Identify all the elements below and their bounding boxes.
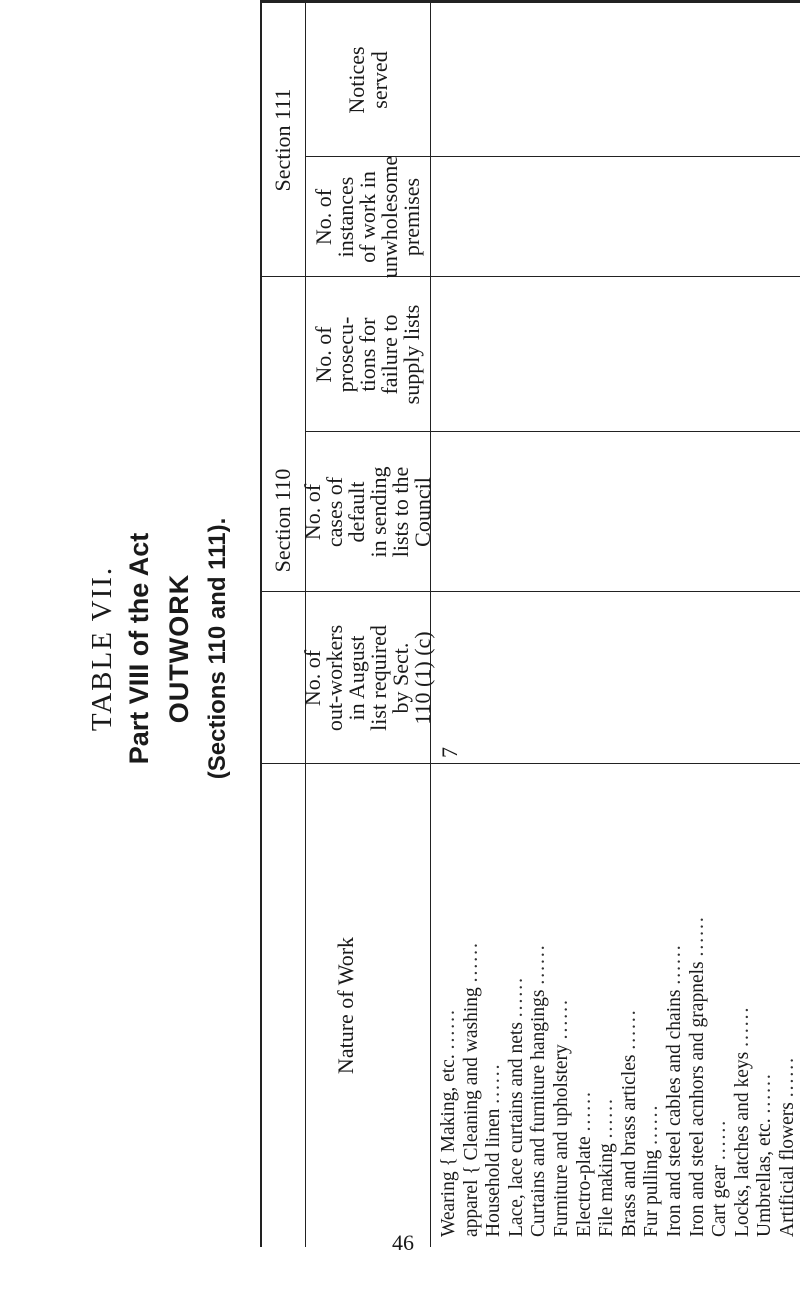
header-outworkers-line: list required bbox=[365, 625, 391, 731]
table-row bbox=[461, 767, 484, 1237]
table-row bbox=[438, 767, 461, 1237]
header-prosecutions-line: supply lists bbox=[398, 304, 424, 405]
header-defaults-line: Council bbox=[409, 477, 435, 547]
row-label: Umbrellas, etc. bbox=[754, 1118, 776, 1237]
table-row bbox=[687, 767, 710, 1237]
header-unwholesome-line: premises bbox=[398, 177, 424, 257]
header-notices-line: served bbox=[366, 51, 392, 109]
row-label: Iron and steel cables and chains bbox=[663, 989, 685, 1237]
leader-dots: ...... bbox=[596, 1097, 618, 1139]
row-label: Electro-plate bbox=[573, 1136, 595, 1237]
table-row bbox=[596, 767, 619, 1237]
outwork-table bbox=[260, 0, 800, 1297]
leader-dots: ...... bbox=[641, 1103, 663, 1145]
header-prosecutions-line: No. of bbox=[310, 326, 336, 383]
header-notices-line: Notices bbox=[343, 46, 369, 114]
header-outworkers-line: in August bbox=[343, 635, 369, 721]
header-outworkers-line: 110 (1) (c) bbox=[409, 631, 435, 725]
row-labels bbox=[438, 767, 800, 1237]
row-label: Furniture and upholstery bbox=[550, 1044, 572, 1237]
table-row bbox=[483, 767, 506, 1237]
leader-dots: ...... bbox=[505, 975, 527, 1018]
table-row bbox=[641, 767, 664, 1237]
page-number: 46 bbox=[392, 1230, 414, 1255]
table-row bbox=[664, 767, 687, 1237]
header-outworkers-line: out-workers bbox=[321, 624, 347, 732]
header-nature: Nature of Work bbox=[332, 936, 358, 1075]
row-label: File making bbox=[596, 1143, 618, 1237]
header-defaults-line: cases of bbox=[321, 476, 347, 548]
row-label: Locks, latches and keys bbox=[731, 1051, 753, 1237]
header-unwholesome bbox=[305, 157, 430, 277]
header-defaults-line: lists to the bbox=[387, 466, 413, 558]
leader-dots: ...... bbox=[573, 1090, 595, 1132]
header-prosecutions-line: prosecu- bbox=[332, 316, 358, 393]
header-rule bbox=[430, 2, 431, 1247]
table-heading: OUTWORK bbox=[164, 573, 194, 724]
table-row bbox=[506, 767, 529, 1237]
header-defaults-line: No. of bbox=[299, 483, 325, 541]
header-prosecutions-line: tions for bbox=[354, 317, 380, 392]
header-section-110: Section 110 bbox=[270, 468, 295, 573]
header-notices bbox=[305, 3, 430, 157]
table-row bbox=[709, 767, 732, 1237]
leader-dots: ...... bbox=[528, 943, 550, 985]
header-prosecutions-110 bbox=[305, 277, 430, 432]
header-outworkers-line: No. of bbox=[299, 649, 325, 707]
leader-dots: ...... bbox=[776, 1056, 798, 1098]
header-unwholesome-line: unwholesome bbox=[376, 155, 402, 279]
leader-dots: ...... bbox=[686, 915, 708, 957]
table-row bbox=[574, 767, 597, 1237]
table-row bbox=[619, 767, 642, 1237]
table-row bbox=[754, 767, 777, 1237]
leader-dots: ...... bbox=[709, 1118, 731, 1161]
leader-dots: ...... bbox=[460, 941, 482, 983]
leader-dots: ...... bbox=[483, 1062, 505, 1104]
row-label: Wearing { Making, etc. bbox=[438, 1054, 459, 1237]
leader-dots: ...... bbox=[663, 943, 685, 985]
row-label: Brass and brass articles bbox=[618, 1054, 640, 1237]
cell-outworkers-value: 7 bbox=[437, 747, 462, 758]
table-row bbox=[732, 767, 755, 1237]
header-unwholesome-line: of work in bbox=[354, 171, 380, 263]
header-unwholesome-line: instances bbox=[332, 176, 358, 258]
header-section-111: Section 111 bbox=[270, 88, 295, 192]
table-row bbox=[777, 767, 800, 1237]
header-defaults-line: default bbox=[343, 481, 369, 543]
row-label: Household linen bbox=[483, 1108, 505, 1237]
row-label: Cart gear bbox=[709, 1164, 731, 1237]
table-row bbox=[551, 767, 574, 1237]
row-label: apparel { Cleaning and washing bbox=[460, 987, 482, 1237]
header-defaults bbox=[299, 432, 435, 592]
leader-dots: ...... bbox=[731, 1005, 753, 1047]
row-label: Curtains and furniture hangings bbox=[528, 989, 550, 1237]
leader-dots: ...... bbox=[754, 1072, 776, 1114]
row-label: Fur pulling bbox=[641, 1149, 663, 1237]
leader-dots: ...... bbox=[438, 1008, 459, 1050]
sections-note: (Sections 110 and 111). bbox=[204, 517, 231, 780]
header-defaults-line: in sending bbox=[365, 466, 391, 558]
leader-dots: ...... bbox=[618, 1008, 640, 1050]
header-outworkers bbox=[299, 592, 435, 764]
header-prosecutions-line: failure to bbox=[376, 314, 402, 395]
row-label: Artificial flowers bbox=[776, 1102, 798, 1237]
leader-dots: ...... bbox=[550, 998, 572, 1040]
row-label: Iron and steel acnhors and grapnels bbox=[686, 961, 708, 1237]
table-title: TABLE VII. bbox=[86, 565, 118, 732]
table-row bbox=[528, 767, 551, 1237]
header-unwholesome-line: No. of bbox=[310, 188, 336, 246]
header-outworkers-line: by Sect. bbox=[387, 642, 413, 714]
table-subtitle: Part VIII of the Act bbox=[124, 532, 154, 765]
row-label: Lace, lace curtains and nets bbox=[505, 1022, 527, 1237]
